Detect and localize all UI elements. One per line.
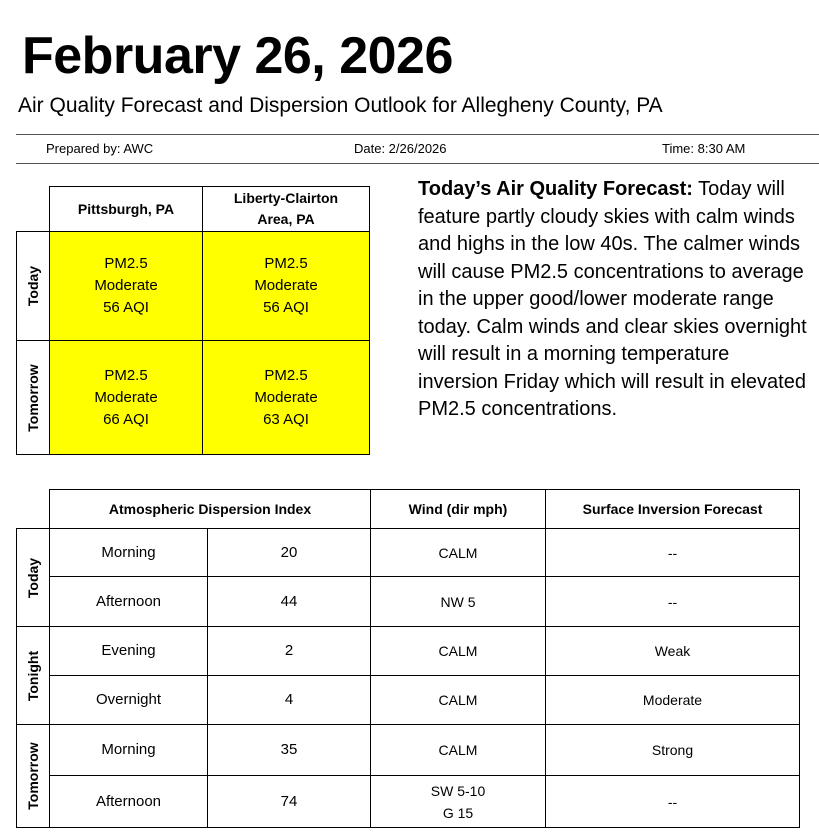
wind-cell: NW 5 (370, 576, 546, 627)
wind-cell: CALM (370, 675, 546, 725)
forecast-narrative (418, 176, 813, 424)
inversion-cell: -- (545, 528, 800, 577)
group-label-today: Today (16, 528, 50, 627)
header-dispersion-index: Atmospheric Dispersion Index (49, 489, 371, 529)
header-wind: Wind (dir mph) (370, 489, 546, 529)
inversion-cell: Strong (545, 724, 800, 776)
inversion-cell: -- (545, 775, 800, 828)
page-subtitle: Air Quality Forecast and Dispersion Outlook for Allegheny County, PA (18, 94, 663, 117)
column-header-liberty-clairton: Liberty-Clairton Area, PA (202, 186, 370, 232)
period-cell: Morning (49, 528, 208, 577)
prepared-by: Prepared by: AWC (46, 141, 154, 156)
wind-cell: CALM (370, 528, 546, 577)
adi-cell: 74 (207, 775, 371, 828)
period-cell: Afternoon (49, 775, 208, 828)
forecast-cell-pittsburgh-tomorrow: PM2.5 Moderate 66 AQI (49, 340, 203, 455)
wind-cell: CALM (370, 626, 546, 676)
adi-cell: 2 (207, 626, 371, 676)
row-label-today: Today (16, 231, 50, 341)
wind-cell: CALM (370, 724, 546, 776)
report-date: Date: 2/26/2026 (354, 141, 447, 156)
wind-cell: SW 5-10 G 15 (370, 775, 546, 828)
inversion-cell: Weak (545, 626, 800, 676)
adi-cell: 35 (207, 724, 371, 776)
column-header-pittsburgh: Pittsburgh, PA (49, 186, 203, 232)
page-title: February 26, 2026 (22, 27, 453, 85)
period-cell: Afternoon (49, 576, 208, 627)
group-label-tonight: Tonight (16, 626, 50, 725)
forecast-cell-liberty-today: PM2.5 Moderate 56 AQI (202, 231, 370, 341)
forecast-narrative-lead: Today’s Air Quality Forecast: (418, 178, 693, 200)
adi-cell: 20 (207, 528, 371, 577)
adi-cell: 44 (207, 576, 371, 627)
header-surface-inversion: Surface Inversion Forecast (545, 489, 800, 529)
report-time: Time: 8:30 AM (662, 141, 746, 156)
adi-cell: 4 (207, 675, 371, 725)
row-label-tomorrow: Tomorrow (16, 340, 50, 455)
forecast-cell-pittsburgh-today: PM2.5 Moderate 56 AQI (49, 231, 203, 341)
inversion-cell: -- (545, 576, 800, 627)
period-cell: Morning (49, 724, 208, 776)
period-cell: Overnight (49, 675, 208, 725)
forecast-narrative-body: Today will feature partly cloudy skies with calm winds and highs in the low 40s. The calmer winds will cause PM2.5 concentrations to average in the upper good/lower moderate range today. Calm winds and clear skies overnight will result in a morning temperature inversion Friday which will result in elevated PM2.5 concentrations. (418, 178, 807, 420)
group-label-tomorrow: Tomorrow (16, 724, 50, 828)
report-meta-bar (16, 134, 819, 164)
inversion-cell: Moderate (545, 675, 800, 725)
period-cell: Evening (49, 626, 208, 676)
forecast-cell-liberty-tomorrow: PM2.5 Moderate 63 AQI (202, 340, 370, 455)
